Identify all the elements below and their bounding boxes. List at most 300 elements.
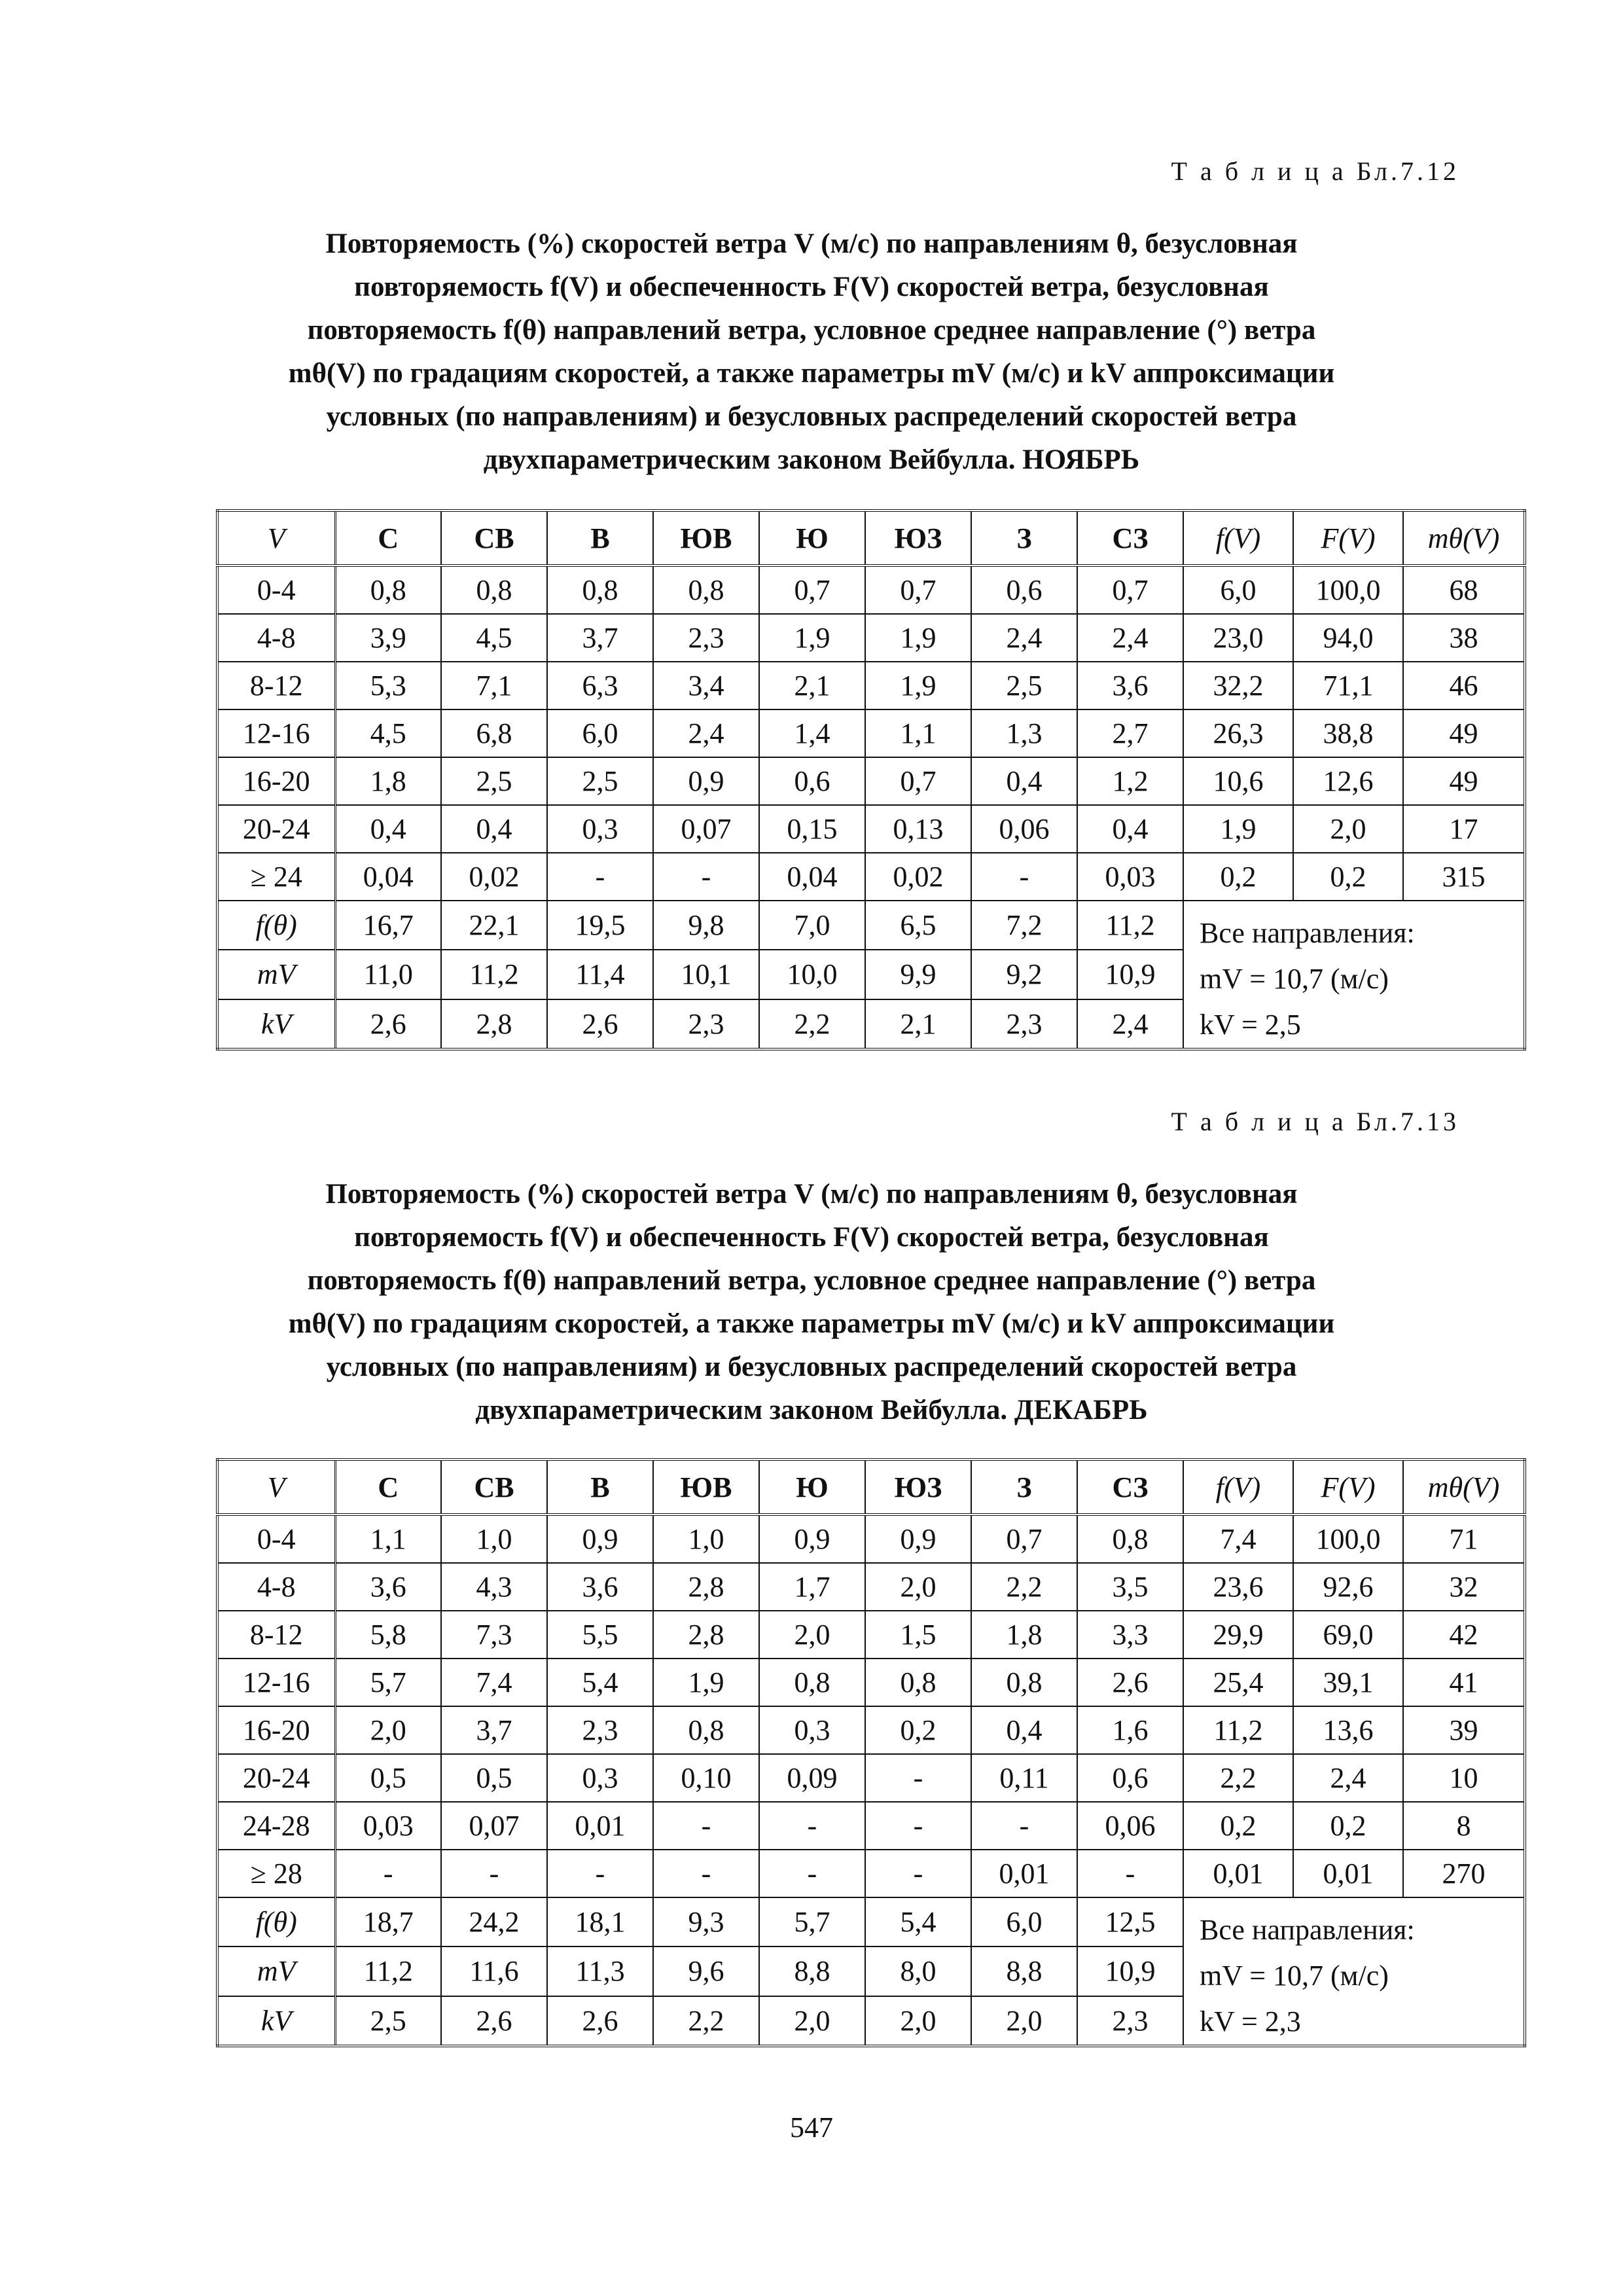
table-cell: 2,2 — [1183, 1754, 1293, 1802]
table-cell: 0,01 — [971, 1850, 1077, 1897]
table-cell: 11,2 — [335, 1946, 441, 1996]
table-cell: 10,0 — [759, 950, 865, 999]
table-cell: 0,03 — [1077, 853, 1183, 901]
table-row — [217, 853, 1525, 901]
table-cell: 0,07 — [653, 805, 759, 853]
table-cell: 4,5 — [335, 709, 441, 757]
row-label: 0-4 — [217, 565, 335, 614]
column-header: Ю — [759, 1460, 865, 1515]
table-cell: 69,0 — [1293, 1611, 1403, 1659]
table-cell: 2,2 — [759, 999, 865, 1049]
table-cell: 2,2 — [971, 1563, 1077, 1611]
table-cell: 92,6 — [1293, 1563, 1403, 1611]
kv-value: kV = 2,5 — [1200, 1009, 1301, 1041]
table-cell: 2,4 — [1077, 614, 1183, 662]
table-cell: 41 — [1403, 1659, 1525, 1706]
table-cell: 23,0 — [1183, 614, 1293, 662]
all-directions-heading: Все направления: — [1200, 1914, 1415, 1946]
table-cell: 2,1 — [759, 662, 865, 709]
table-cell: 10,9 — [1077, 1946, 1183, 1996]
table-cell: - — [759, 1802, 865, 1850]
table-cell: 42 — [1403, 1611, 1525, 1659]
table-cell: 2,1 — [865, 999, 971, 1049]
table-cell: 7,2 — [971, 901, 1077, 950]
column-header: С — [335, 511, 441, 565]
table-cell: 3,6 — [1077, 662, 1183, 709]
title-line: условных (по направлениям) и безусловных распределений скоростей ветра — [326, 1352, 1297, 1382]
table-cell: 2,6 — [1077, 1659, 1183, 1706]
table-cell: 2,6 — [547, 1996, 653, 2046]
column-header: СВ — [441, 511, 547, 565]
table-cell: 38,8 — [1293, 709, 1403, 757]
table-cell: 0,11 — [971, 1754, 1077, 1802]
table-cell: 100,0 — [1293, 565, 1403, 614]
table-cell: - — [547, 853, 653, 901]
table-cell: 23,6 — [1183, 1563, 1293, 1611]
table-cell: 0,06 — [971, 805, 1077, 853]
table-cell: 2,0 — [865, 1996, 971, 2046]
table-cell: 12,5 — [1077, 1897, 1183, 1946]
table-cell: 2,0 — [759, 1611, 865, 1659]
table-cell: - — [865, 1802, 971, 1850]
table-cell: 2,3 — [971, 999, 1077, 1049]
table-cell: 8 — [1403, 1802, 1525, 1850]
table-cell: 9,9 — [865, 950, 971, 999]
table-cell: 0,9 — [759, 1515, 865, 1563]
table-cell: 0,7 — [1077, 565, 1183, 614]
table-cell: 49 — [1403, 757, 1525, 805]
row-label: 12-16 — [217, 1659, 335, 1706]
column-header: С — [335, 1460, 441, 1515]
table-cell: 3,3 — [1077, 1611, 1183, 1659]
row-label: 24-28 — [217, 1802, 335, 1850]
column-header: mθ(V) — [1403, 511, 1525, 565]
table-row — [217, 1563, 1525, 1611]
table-cell: 1,8 — [971, 1611, 1077, 1659]
table-cell: 1,5 — [865, 1611, 971, 1659]
table-cell: 0,9 — [865, 1515, 971, 1563]
table-cell: 100,0 — [1293, 1515, 1403, 1563]
table-cell: 0,8 — [653, 1706, 759, 1754]
table-cell: 0,01 — [1183, 1850, 1293, 1897]
mv-value: mV = 10,7 (м/с) — [1200, 1960, 1389, 1992]
table-cell: 0,3 — [547, 805, 653, 853]
table-cell: 5,7 — [335, 1659, 441, 1706]
column-header: В — [547, 511, 653, 565]
table-cell: - — [759, 1850, 865, 1897]
table-cell: 0,4 — [441, 805, 547, 853]
title-line: повторяемость f(θ) направлений ветра, условное среднее направление (°) ветра — [307, 315, 1316, 346]
table-cell: 0,4 — [971, 757, 1077, 805]
mv-value: mV = 10,7 (м/с) — [1200, 963, 1389, 995]
table-cell: 6,3 — [547, 662, 653, 709]
table-cell: 0,5 — [335, 1754, 441, 1802]
table-cell: 1,2 — [1077, 757, 1183, 805]
table-row — [217, 1802, 1525, 1850]
table-cell: 2,4 — [1293, 1754, 1403, 1802]
table-cell: 1,7 — [759, 1563, 865, 1611]
title-line: двухпараметрическим законом Вейбулла. НОЯБРЬ — [483, 444, 1140, 475]
table-cell: 7,1 — [441, 662, 547, 709]
row-label: 8-12 — [217, 1611, 335, 1659]
table-cell: 49 — [1403, 709, 1525, 757]
table-cell: 2,4 — [1077, 999, 1183, 1049]
table-cell: 0,13 — [865, 805, 971, 853]
table-cell: 7,3 — [441, 1611, 547, 1659]
table-cell: 8,0 — [865, 1946, 971, 1996]
table-cell: 5,4 — [865, 1897, 971, 1946]
row-label: kV — [217, 1996, 335, 2046]
table-cell: 10 — [1403, 1754, 1525, 1802]
table-cell: 11,4 — [547, 950, 653, 999]
title-line: Повторяемость (%) скоростей ветра V (м/с) по направлениям θ, безусловная — [325, 228, 1298, 259]
row-label: 0-4 — [217, 1515, 335, 1563]
title-line: повторяемость f(V) и обеспеченность F(V) скоростей ветра, безусловная — [354, 1222, 1269, 1253]
table-cell: 0,7 — [865, 565, 971, 614]
column-header: СЗ — [1077, 511, 1183, 565]
table-cell: 1,9 — [759, 614, 865, 662]
table-cell: 2,0 — [971, 1996, 1077, 2046]
row-label: ≥ 28 — [217, 1850, 335, 1897]
table-cell: 0,8 — [653, 565, 759, 614]
table-cell: 2,5 — [335, 1996, 441, 2046]
table-row — [217, 757, 1525, 805]
table-cell: 8,8 — [759, 1946, 865, 1996]
table-cell: 10,1 — [653, 950, 759, 999]
table-cell: 6,8 — [441, 709, 547, 757]
table-cell: 11,6 — [441, 1946, 547, 1996]
table-cell: 0,6 — [1077, 1754, 1183, 1802]
table-cell: 22,1 — [441, 901, 547, 950]
table-cell: - — [865, 1850, 971, 1897]
wind-table-december — [216, 1458, 1526, 2047]
table-cell: 0,2 — [1293, 1802, 1403, 1850]
table-cell: 0,6 — [971, 565, 1077, 614]
table-cell: 2,3 — [1077, 1996, 1183, 2046]
table-row — [217, 1659, 1525, 1706]
table-cell: 1,1 — [335, 1515, 441, 1563]
row-label: 8-12 — [217, 662, 335, 709]
row-label: kV — [217, 999, 335, 1049]
table-cell: 0,7 — [759, 565, 865, 614]
table-cell: 3,7 — [547, 614, 653, 662]
column-header: F(V) — [1293, 511, 1403, 565]
table-cell: 18,7 — [335, 1897, 441, 1946]
table-cell: 2,7 — [1077, 709, 1183, 757]
column-header: Ю — [759, 511, 865, 565]
table-cell: - — [653, 1850, 759, 1897]
table-cell: 0,02 — [865, 853, 971, 901]
title-line: mθ(V) по градациям скоростей, а также параметры mV (м/с) и kV аппроксимации — [288, 358, 1335, 389]
header-row — [217, 511, 1525, 565]
table-cell: 0,8 — [335, 565, 441, 614]
table-cell: 1,9 — [1183, 805, 1293, 853]
table-cell: 8,8 — [971, 1946, 1077, 1996]
table-row — [217, 565, 1525, 614]
table-cell: 0,3 — [759, 1706, 865, 1754]
table-cell: 9,3 — [653, 1897, 759, 1946]
header-row — [217, 1460, 1525, 1515]
row-label: 20-24 — [217, 1754, 335, 1802]
table-row — [217, 709, 1525, 757]
table-cell: 11,2 — [441, 950, 547, 999]
table-cell: 0,01 — [1293, 1850, 1403, 1897]
table-cell: 7,0 — [759, 901, 865, 950]
row-label: 16-20 — [217, 1706, 335, 1754]
table-cell: - — [653, 853, 759, 901]
summary-row — [217, 901, 1525, 950]
table-cell: 0,15 — [759, 805, 865, 853]
table-row — [217, 1611, 1525, 1659]
table-cell: 0,06 — [1077, 1802, 1183, 1850]
table-cell: 4,3 — [441, 1563, 547, 1611]
table-cell: 4,5 — [441, 614, 547, 662]
table-cell: 0,7 — [971, 1515, 1077, 1563]
table-cell: 68 — [1403, 565, 1525, 614]
table-cell: - — [971, 853, 1077, 901]
table-cell: 0,8 — [971, 1659, 1077, 1706]
kv-value: kV = 2,3 — [1200, 2005, 1301, 2037]
row-label: mV — [217, 1946, 335, 1996]
table-cell: 0,2 — [1293, 853, 1403, 901]
table-cell: 12,6 — [1293, 757, 1403, 805]
table-cell: 29,9 — [1183, 1611, 1293, 1659]
table-cell: 13,6 — [1293, 1706, 1403, 1754]
table-cell: 2,0 — [759, 1996, 865, 2046]
table-cell: 10,9 — [1077, 950, 1183, 999]
table-cell: 270 — [1403, 1850, 1525, 1897]
table-cell: 2,0 — [1293, 805, 1403, 853]
column-header: mθ(V) — [1403, 1460, 1525, 1515]
table-cell: 71,1 — [1293, 662, 1403, 709]
table-cell: 2,8 — [441, 999, 547, 1049]
table-cell: 0,2 — [1183, 1802, 1293, 1850]
table-cell: 2,6 — [441, 1996, 547, 2046]
table-cell: 16,7 — [335, 901, 441, 950]
table-cell: 0,7 — [865, 757, 971, 805]
table-cell: 2,3 — [653, 999, 759, 1049]
table-cell: 10,6 — [1183, 757, 1293, 805]
title-line: повторяемость f(θ) направлений ветра, условное среднее направление (°) ветра — [307, 1265, 1316, 1296]
table-cell: - — [547, 1850, 653, 1897]
table-cell: 1,0 — [653, 1515, 759, 1563]
table-cell: 0,9 — [547, 1515, 653, 1563]
table-cell: 1,6 — [1077, 1706, 1183, 1754]
table-cell: 26,3 — [1183, 709, 1293, 757]
table-cell: 3,4 — [653, 662, 759, 709]
table-cell: 1,1 — [865, 709, 971, 757]
title-line: условных (по направлениям) и безусловных распределений скоростей ветра — [326, 401, 1297, 432]
table-title — [236, 223, 1387, 482]
table-cell: 0,3 — [547, 1754, 653, 1802]
table-cell: 2,6 — [547, 999, 653, 1049]
table-cell: 0,04 — [335, 853, 441, 901]
table-label: Т а б л и ц а Бл.7.12 — [1171, 156, 1459, 186]
row-label: f(θ) — [217, 901, 335, 950]
table-cell: 2,6 — [335, 999, 441, 1049]
table-cell: - — [335, 1850, 441, 1897]
table-cell: 6,5 — [865, 901, 971, 950]
table-cell: 19,5 — [547, 901, 653, 950]
table-cell: 1,3 — [971, 709, 1077, 757]
table-cell: 71 — [1403, 1515, 1525, 1563]
table-cell: 7,4 — [441, 1659, 547, 1706]
table-cell: 315 — [1403, 853, 1525, 901]
table-cell: 3,6 — [547, 1563, 653, 1611]
table-cell: 32 — [1403, 1563, 1525, 1611]
all-directions-heading: Все направления: — [1200, 917, 1415, 949]
column-header: СЗ — [1077, 1460, 1183, 1515]
table-cell: 2,0 — [335, 1706, 441, 1754]
table-cell: 18,1 — [547, 1897, 653, 1946]
table-cell: 3,5 — [1077, 1563, 1183, 1611]
table-cell: 0,8 — [865, 1659, 971, 1706]
table-cell: 0,5 — [441, 1754, 547, 1802]
table-cell: - — [865, 1754, 971, 1802]
table-cell: - — [441, 1850, 547, 1897]
table-cell: 2,5 — [441, 757, 547, 805]
table-row — [217, 805, 1525, 853]
table-cell: 3,7 — [441, 1706, 547, 1754]
title-line: Повторяемость (%) скоростей ветра V (м/с) по направлениям θ, безусловная — [325, 1179, 1298, 1210]
table-cell: 11,0 — [335, 950, 441, 999]
column-header: ЮВ — [653, 1460, 759, 1515]
table-cell: 5,5 — [547, 1611, 653, 1659]
row-label: ≥ 24 — [217, 853, 335, 901]
column-header: ЮВ — [653, 511, 759, 565]
table-row — [217, 1754, 1525, 1802]
table-cell: 5,7 — [759, 1897, 865, 1946]
table-cell: 38 — [1403, 614, 1525, 662]
table-cell: 1,9 — [865, 614, 971, 662]
table-cell: 0,04 — [759, 853, 865, 901]
row-label: 20-24 — [217, 805, 335, 853]
column-header: СВ — [441, 1460, 547, 1515]
column-header: f(V) — [1183, 1460, 1293, 1515]
table-row — [217, 1515, 1525, 1563]
row-label: 12-16 — [217, 709, 335, 757]
table-cell: - — [971, 1802, 1077, 1850]
table-cell: 9,2 — [971, 950, 1077, 999]
row-label: f(θ) — [217, 1897, 335, 1946]
column-header: ЮЗ — [865, 1460, 971, 1515]
table-cell: 7,4 — [1183, 1515, 1293, 1563]
table-cell: 1,8 — [335, 757, 441, 805]
wind-table-november — [216, 509, 1526, 1050]
table-cell: 3,9 — [335, 614, 441, 662]
table-cell: 0,8 — [1077, 1515, 1183, 1563]
table-cell: 2,3 — [547, 1706, 653, 1754]
table-cell: 0,07 — [441, 1802, 547, 1850]
table-cell: 39,1 — [1293, 1659, 1403, 1706]
all-directions-note — [1183, 901, 1525, 1049]
all-directions-note — [1183, 1897, 1525, 2046]
table-cell: 0,8 — [759, 1659, 865, 1706]
table-cell: 25,4 — [1183, 1659, 1293, 1706]
row-label: mV — [217, 950, 335, 999]
table-cell: 1,9 — [653, 1659, 759, 1706]
table-row — [217, 614, 1525, 662]
table-label: Т а б л и ц а Бл.7.13 — [1171, 1107, 1459, 1136]
table-cell: 0,8 — [547, 565, 653, 614]
column-header: f(V) — [1183, 511, 1293, 565]
table-cell: 6,0 — [1183, 565, 1293, 614]
table-cell: 9,8 — [653, 901, 759, 950]
table-cell: 0,2 — [1183, 853, 1293, 901]
table-cell: 11,3 — [547, 1946, 653, 1996]
table-cell: 94,0 — [1293, 614, 1403, 662]
table-cell: 0,03 — [335, 1802, 441, 1850]
table-cell: 11,2 — [1077, 901, 1183, 950]
table-cell: 0,9 — [653, 757, 759, 805]
column-header: V — [217, 511, 335, 565]
table-row — [217, 1706, 1525, 1754]
table-title — [236, 1173, 1387, 1432]
table-cell: 0,2 — [865, 1706, 971, 1754]
table-cell: 0,02 — [441, 853, 547, 901]
row-label: 4-8 — [217, 614, 335, 662]
table-cell: 0,4 — [1077, 805, 1183, 853]
table-cell: 46 — [1403, 662, 1525, 709]
column-header: З — [971, 1460, 1077, 1515]
title-line: двухпараметрическим законом Вейбулла. ДЕКАБРЬ — [475, 1395, 1148, 1426]
table-cell: 5,3 — [335, 662, 441, 709]
table-cell: 0,09 — [759, 1754, 865, 1802]
table-row — [217, 1850, 1525, 1897]
table-cell: 0,10 — [653, 1754, 759, 1802]
table-cell: 2,8 — [653, 1611, 759, 1659]
row-label: 16-20 — [217, 757, 335, 805]
table-cell: 2,2 — [653, 1996, 759, 2046]
title-line: повторяемость f(V) и обеспеченность F(V) скоростей ветра, безусловная — [354, 272, 1269, 302]
table-cell: 1,4 — [759, 709, 865, 757]
column-header: В — [547, 1460, 653, 1515]
title-line: mθ(V) по градациям скоростей, а также параметры mV (м/с) и kV аппроксимации — [288, 1308, 1335, 1339]
column-header: З — [971, 511, 1077, 565]
table-cell: 0,4 — [971, 1706, 1077, 1754]
column-header: ЮЗ — [865, 511, 971, 565]
table-cell: 6,0 — [971, 1897, 1077, 1946]
column-header: F(V) — [1293, 1460, 1403, 1515]
table-cell: 0,01 — [547, 1802, 653, 1850]
table-cell: 39 — [1403, 1706, 1525, 1754]
table-cell: 24,2 — [441, 1897, 547, 1946]
table-cell: 0,4 — [335, 805, 441, 853]
table-cell: 2,0 — [865, 1563, 971, 1611]
table-cell: 0,6 — [759, 757, 865, 805]
table-cell: 6,0 — [547, 709, 653, 757]
table-cell: 32,2 — [1183, 662, 1293, 709]
table-cell: 9,6 — [653, 1946, 759, 1996]
table-cell: 0,8 — [441, 565, 547, 614]
table-cell: 11,2 — [1183, 1706, 1293, 1754]
table-cell: 1,9 — [865, 662, 971, 709]
table-cell: - — [653, 1802, 759, 1850]
table-cell: 5,8 — [335, 1611, 441, 1659]
table-cell: 2,4 — [653, 709, 759, 757]
table-cell: 2,4 — [971, 614, 1077, 662]
table-cell: 3,6 — [335, 1563, 441, 1611]
table-cell: 1,0 — [441, 1515, 547, 1563]
page-number: 547 — [790, 2111, 833, 2144]
table-cell: 2,5 — [971, 662, 1077, 709]
table-cell: 2,8 — [653, 1563, 759, 1611]
table-cell: 2,5 — [547, 757, 653, 805]
summary-row — [217, 1897, 1525, 1946]
table-cell: 2,3 — [653, 614, 759, 662]
row-label: 4-8 — [217, 1563, 335, 1611]
column-header: V — [217, 1460, 335, 1515]
